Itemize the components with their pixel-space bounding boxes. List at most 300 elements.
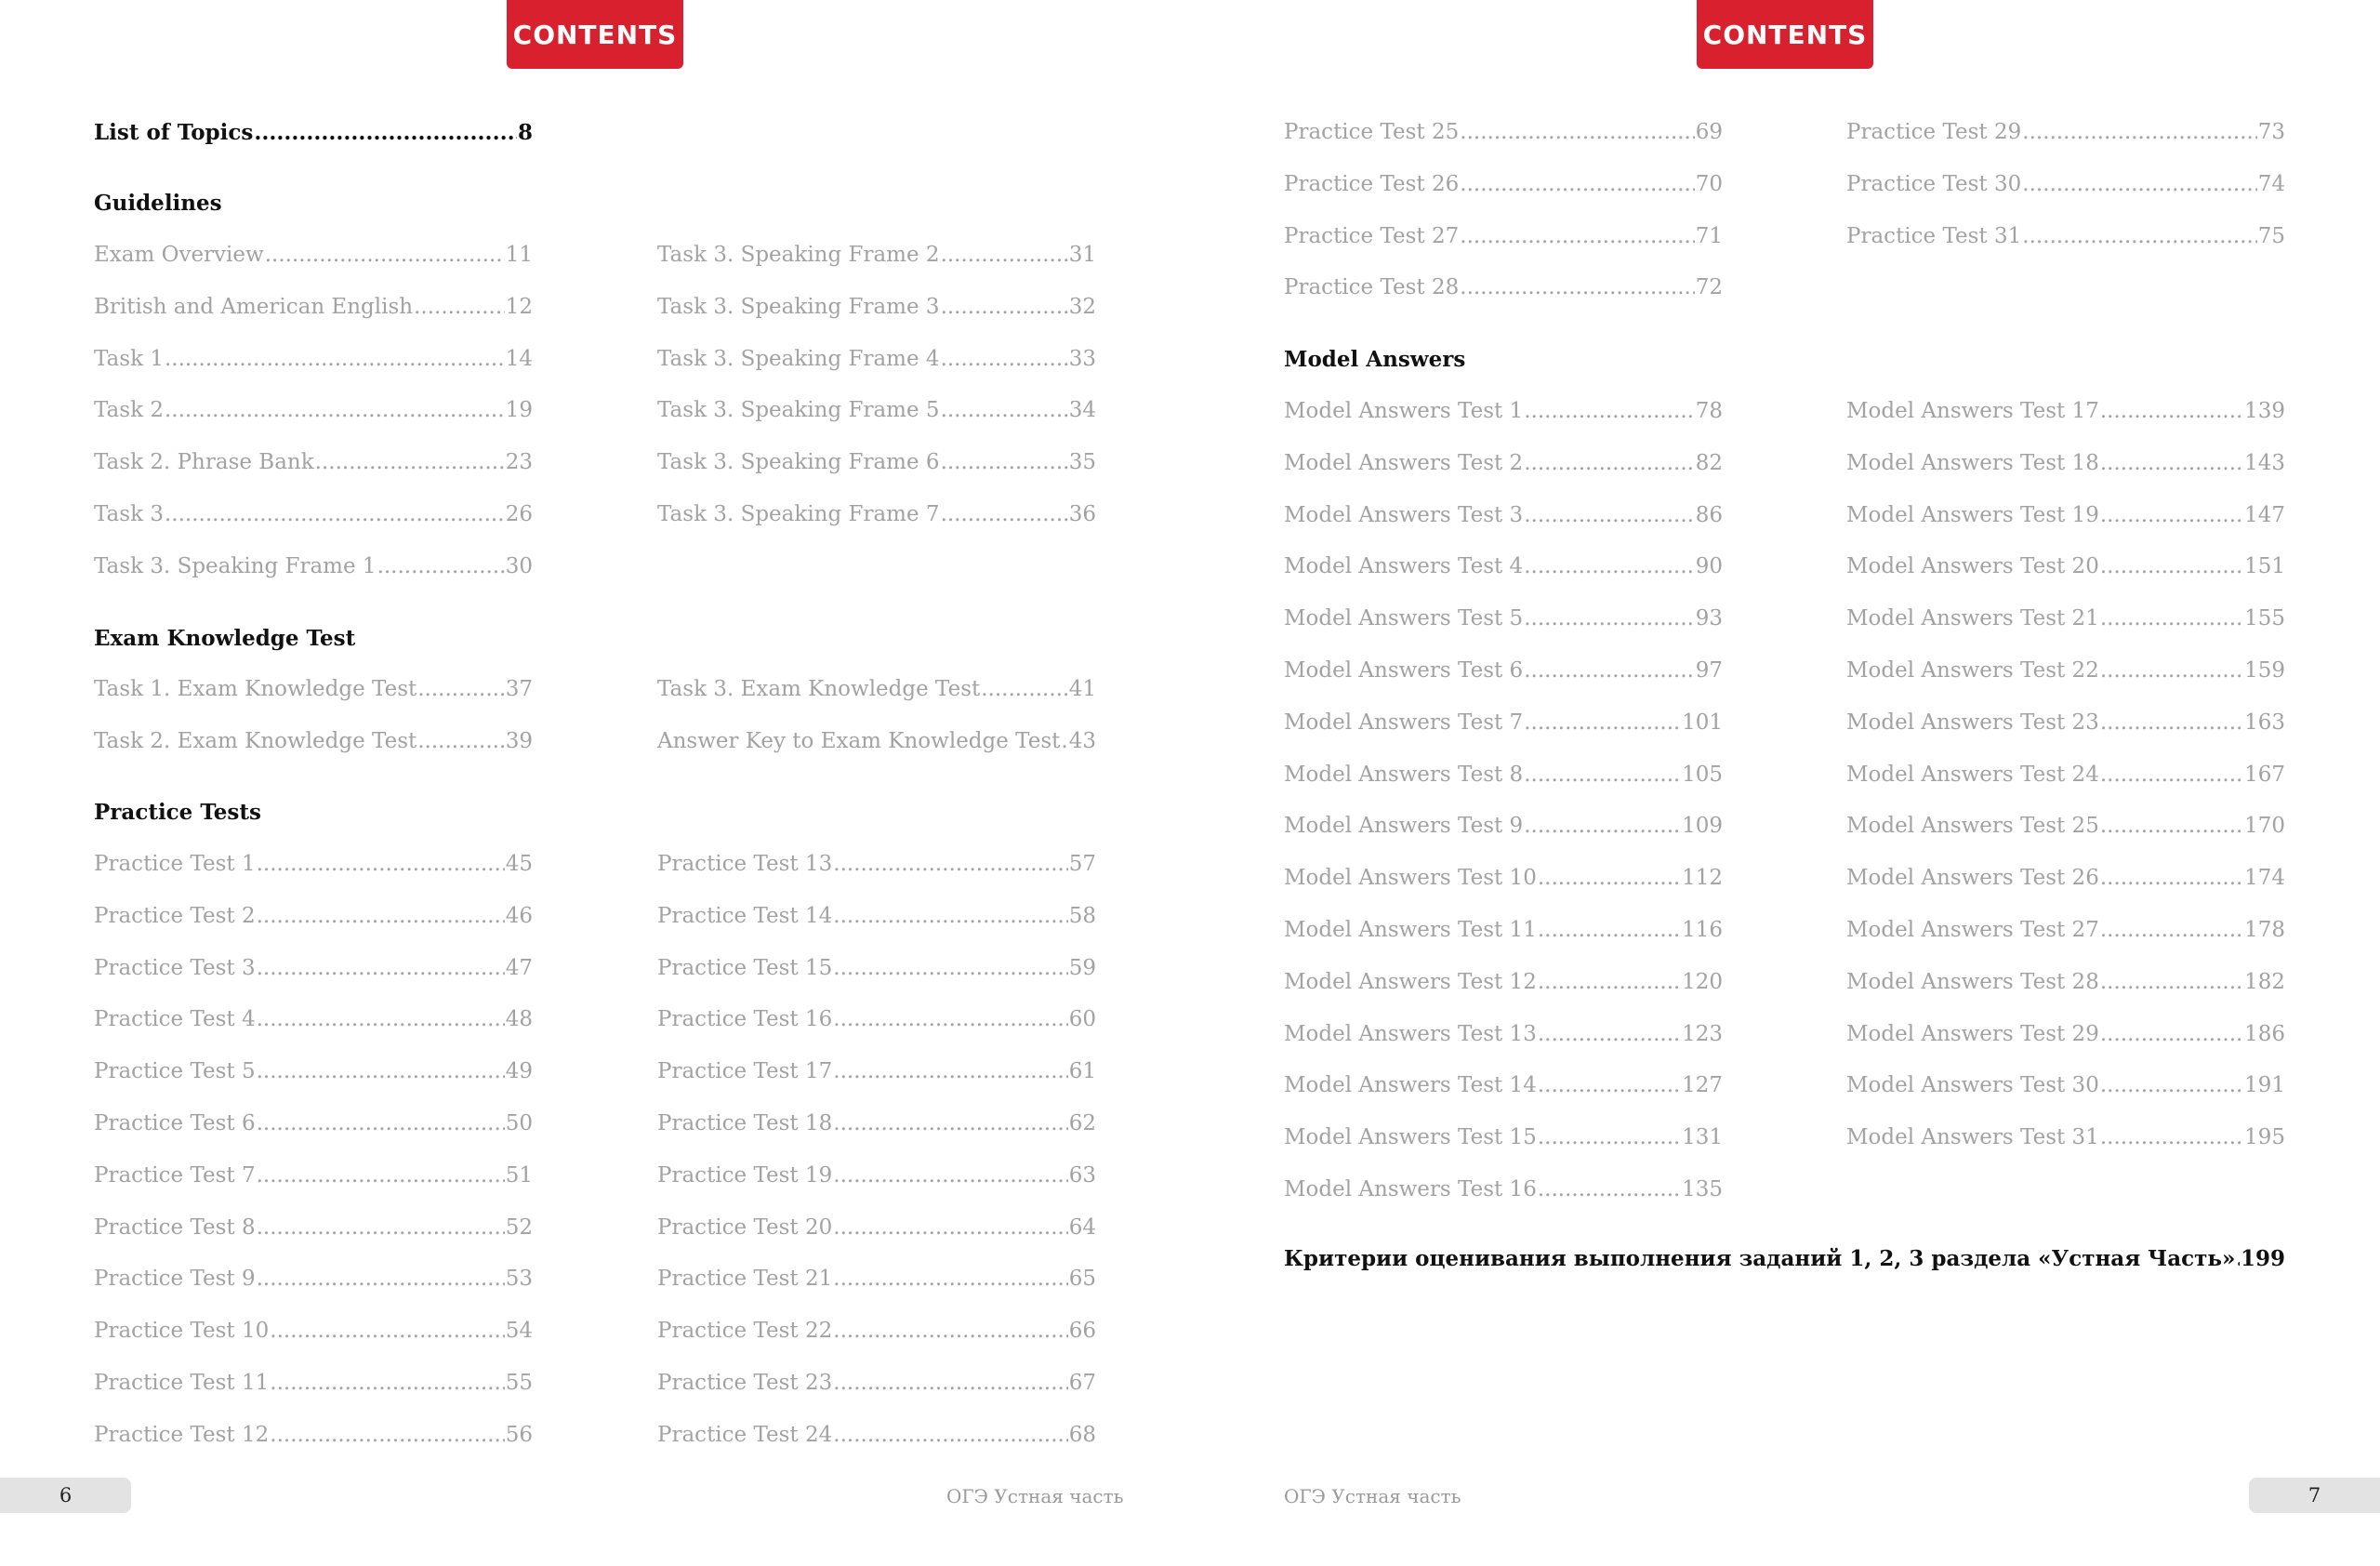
toc-entry-label: Task 2. Phrase Bank: [94, 450, 314, 475]
toc-entry-label: List of Topics: [94, 120, 254, 145]
model-answers-entry[interactable]: [1846, 399, 2285, 423]
model-answers-entry[interactable]: [1284, 451, 1723, 475]
dot-leader: [833, 1371, 1067, 1395]
practice-test-entry[interactable]: [94, 1111, 533, 1135]
toc-entry-label: Practice Test 12: [94, 1422, 270, 1447]
guidelines-entry[interactable]: [657, 347, 1096, 371]
dot-leader: [833, 1319, 1067, 1343]
dot-leader: [257, 956, 505, 980]
toc-entry-page: 199: [2240, 1246, 2285, 1271]
toc-entry-label: Model Answers Test 9: [1284, 814, 1524, 839]
toc-entry-page: 120: [1682, 969, 1723, 994]
toc-entry-page: 182: [2244, 969, 2285, 994]
toc-entry-label: Practice Test 21: [657, 1267, 833, 1292]
dot-leader: [254, 120, 517, 145]
toc-entry-label: Practice Test 30: [1846, 171, 2022, 196]
dot-leader: [1524, 606, 1695, 630]
guidelines-entry[interactable]: [94, 398, 533, 422]
section-heading-exam-knowledge: Exam Knowledge Test: [94, 626, 356, 651]
dot-leader: [833, 956, 1067, 980]
toc-entry-page: 73: [2257, 120, 2285, 144]
toc-entry-page: 86: [1695, 502, 1723, 527]
model-answers-entry[interactable]: [1846, 606, 2285, 630]
dot-leader: [2100, 970, 2243, 994]
toc-entry-label: Practice Test 4: [94, 1007, 256, 1032]
toc-entry-label: Model Answers Test 14: [1284, 1073, 1537, 1098]
toc-entry-page: 43: [1068, 728, 1096, 753]
dot-leader: [257, 1059, 505, 1083]
toc-entry-page: 97: [1695, 658, 1723, 683]
toc-entry-label: Practice Test 10: [94, 1319, 270, 1344]
model-answers-entry[interactable]: [1284, 866, 1723, 890]
toc-entry-page: 26: [505, 502, 533, 526]
toc-entry-label: Task 3. Exam Knowledge Test: [657, 677, 981, 701]
dot-leader: [2100, 606, 2243, 630]
toc-entry-page: 116: [1682, 918, 1723, 942]
list-of-topics-entry[interactable]: [94, 120, 533, 145]
toc-entry-page: 49: [505, 1059, 533, 1084]
dot-leader: [1538, 1177, 1681, 1201]
dot-leader: [941, 295, 1068, 319]
dot-leader: [257, 1215, 505, 1240]
practice-test-entry[interactable]: [657, 1007, 1096, 1031]
toc-entry-page: 52: [505, 1214, 533, 1240]
guidelines-entry[interactable]: [657, 450, 1096, 474]
toc-entry-page: 47: [505, 955, 533, 980]
toc-entry-page: 54: [505, 1319, 533, 1344]
toc-entry-page: 82: [1695, 450, 1723, 475]
practice-test-entry[interactable]: [657, 904, 1096, 928]
toc-entry-page: 66: [1068, 1319, 1096, 1344]
running-footer-title: ОГЭ Устная часть: [1284, 1485, 1461, 1507]
model-answers-entry[interactable]: [1846, 1125, 2285, 1149]
toc-entry-page: 170: [2244, 814, 2285, 839]
contents-tab: CONTENTS: [507, 0, 683, 69]
toc-entry-label: Practice Test 19: [657, 1162, 833, 1188]
toc-entry-label: Practice Test 26: [1284, 171, 1460, 196]
toc-entry-label: Practice Test 31: [1846, 223, 2022, 248]
toc-entry-label: Practice Test 13: [657, 852, 833, 876]
toc-entry-label: Practice Test 17: [657, 1059, 833, 1084]
toc-entry-label: Model Answers Test 23: [1846, 710, 2099, 735]
toc-entry-page: 41: [1068, 677, 1096, 701]
guidelines-entry[interactable]: [657, 398, 1096, 422]
dot-leader: [1460, 275, 1694, 299]
practice-test-entry[interactable]: [657, 1059, 1096, 1083]
toc-entry-page: 112: [1682, 866, 1723, 891]
practice-test-entry[interactable]: [94, 1319, 533, 1343]
dot-leader: [257, 904, 505, 928]
toc-entry-page: 186: [2244, 1021, 2285, 1046]
dot-leader: [2100, 1125, 2243, 1149]
toc-entry-page: 63: [1068, 1162, 1096, 1188]
practice-test-entry[interactable]: [1846, 224, 2285, 248]
toc-entry-label: Task 3. Speaking Frame 7: [657, 502, 940, 526]
dot-leader: [2100, 814, 2243, 838]
toc-entry-label: Model Answers Test 22: [1846, 658, 2099, 683]
toc-entry-label: Task 3. Speaking Frame 6: [657, 450, 940, 475]
dot-leader: [257, 1007, 505, 1031]
toc-entry-page: 57: [1068, 852, 1096, 876]
toc-entry-page: 105: [1682, 762, 1723, 787]
toc-entry-label: Model Answers Test 8: [1284, 762, 1524, 787]
toc-entry-page: 33: [1068, 346, 1096, 371]
practice-test-entry[interactable]: [657, 1163, 1096, 1188]
toc-entry-label: Model Answers Test 13: [1284, 1021, 1537, 1046]
practice-test-entry[interactable]: [94, 1267, 533, 1291]
toc-entry-page: 45: [505, 852, 533, 876]
model-answers-entry[interactable]: [1846, 554, 2285, 578]
dot-leader: [257, 852, 505, 876]
dot-leader: [165, 502, 505, 526]
toc-entry-page: 55: [505, 1371, 533, 1395]
guidelines-entry[interactable]: [94, 502, 533, 526]
toc-entry-page: 8: [517, 120, 533, 145]
toc-entry-label: Practice Test 23: [657, 1371, 833, 1395]
toc-entry-label: Practice Test 7: [94, 1162, 256, 1188]
toc-entry-label: Practice Test 6: [94, 1111, 256, 1135]
practice-test-entry[interactable]: [657, 1319, 1096, 1343]
toc-entry-page: 58: [1068, 903, 1096, 928]
model-answers-entry[interactable]: [1284, 814, 1723, 838]
toc-entry-page: 61: [1068, 1059, 1096, 1084]
practice-test-entry[interactable]: [94, 852, 533, 876]
contents-tab: CONTENTS: [1697, 0, 1873, 69]
dot-leader: [315, 450, 505, 474]
dot-leader: [2100, 866, 2243, 890]
toc-entry-label: Task 3. Speaking Frame 4: [657, 346, 940, 371]
toc-entry-label: Task 3. Speaking Frame 5: [657, 398, 940, 423]
practice-test-entry[interactable]: [94, 1163, 533, 1188]
dot-leader: [2022, 172, 2256, 196]
dot-leader: [2100, 658, 2243, 683]
toc-entry-page: 178: [2244, 918, 2285, 942]
toc-entry-page: 74: [2257, 171, 2285, 196]
toc-entry-label: Model Answers Test 7: [1284, 710, 1524, 735]
toc-entry-label: Model Answers Test 25: [1846, 814, 2099, 839]
toc-entry-label: Task 1: [94, 346, 164, 371]
section-heading-model-answers: Model Answers: [1284, 347, 1466, 372]
model-answers-entry[interactable]: [1284, 1177, 1723, 1201]
dot-leader: [1538, 970, 1681, 994]
toc-entry-page: 159: [2244, 658, 2285, 683]
dot-leader: [257, 1267, 505, 1291]
toc-entry-page: 14: [505, 346, 533, 371]
dot-leader: [833, 1007, 1067, 1031]
model-answers-entry[interactable]: [1284, 658, 1723, 683]
dot-leader: [833, 1163, 1067, 1188]
practice-test-entry[interactable]: [1846, 120, 2285, 144]
toc-entry-label: Model Answers Test 20: [1846, 554, 2099, 579]
toc-entry-page: 78: [1695, 399, 1723, 423]
toc-entry-page: 51: [505, 1162, 533, 1188]
dot-leader: [1460, 172, 1694, 196]
dot-leader: [2100, 763, 2243, 787]
practice-test-entry[interactable]: [657, 956, 1096, 980]
toc-entry-label: Practice Test 2: [94, 903, 256, 928]
practice-test-entry[interactable]: [94, 1007, 533, 1031]
toc-entry-label: Model Answers Test 4: [1284, 554, 1524, 579]
toc-entry-page: 72: [1695, 275, 1723, 300]
toc-entry-page: 64: [1068, 1214, 1096, 1240]
dot-leader: [1524, 763, 1681, 787]
toc-entry-page: 36: [1068, 502, 1096, 526]
dot-leader: [2100, 554, 2243, 578]
toc-entry-page: 70: [1695, 171, 1723, 196]
toc-entry-page: 32: [1068, 294, 1096, 319]
toc-entry-label: Practice Test 3: [94, 955, 256, 980]
toc-entry-label: Practice Test 27: [1284, 223, 1460, 248]
toc-entry-label: Task 2. Exam Knowledge Test: [94, 728, 417, 753]
toc-entry-label: Model Answers Test 12: [1284, 969, 1537, 994]
toc-entry-page: 39: [505, 728, 533, 753]
guidelines-entry[interactable]: [94, 295, 533, 319]
toc-entry-page: 195: [2244, 1125, 2285, 1150]
model-answers-entry[interactable]: [1284, 970, 1723, 994]
dot-leader: [165, 347, 505, 371]
toc-entry-label: Model Answers Test 3: [1284, 502, 1524, 527]
practice-test-entry[interactable]: [1284, 172, 1723, 196]
practice-test-entry[interactable]: [1284, 275, 1723, 299]
dot-leader: [2100, 1073, 2243, 1097]
practice-test-entry[interactable]: [657, 1371, 1096, 1395]
dot-leader: [941, 243, 1068, 267]
model-answers-entry[interactable]: [1846, 763, 2285, 787]
dot-leader: [833, 1267, 1067, 1291]
toc-entry-page: 48: [505, 1007, 533, 1032]
practice-test-entry[interactable]: [657, 1423, 1096, 1447]
practice-test-entry[interactable]: [94, 1059, 533, 1083]
toc-entry-label: Model Answers Test 1: [1284, 399, 1524, 423]
model-answers-entry[interactable]: [1846, 970, 2285, 994]
dot-leader: [1538, 918, 1681, 942]
toc-entry-page: 155: [2244, 606, 2285, 631]
dot-leader: [257, 1163, 505, 1188]
toc-entry-label: Practice Test 20: [657, 1214, 833, 1240]
toc-entry-label: Model Answers Test 15: [1284, 1125, 1537, 1150]
dot-leader: [265, 243, 505, 267]
toc-entry-label: Task 3. Speaking Frame 1: [94, 553, 377, 578]
toc-entry-label: Model Answers Test 29: [1846, 1021, 2099, 1046]
toc-entry-page: 34: [1068, 398, 1096, 423]
toc-entry-label: Model Answers Test 18: [1846, 450, 2099, 475]
toc-entry-page: 69: [1695, 120, 1723, 144]
model-answers-entry[interactable]: [1284, 554, 1723, 578]
toc-entry-label: Model Answers Test 5: [1284, 606, 1524, 631]
toc-entry-label: British and American English: [94, 294, 414, 319]
toc-entry-page: 127: [1682, 1073, 1723, 1098]
dot-leader: [2100, 1022, 2243, 1046]
dot-leader: [1460, 120, 1694, 144]
dot-leader: [270, 1319, 504, 1343]
dot-leader: [2100, 399, 2243, 423]
toc-entry-page: 65: [1068, 1267, 1096, 1292]
toc-entry-label: Model Answers Test 17: [1846, 399, 2099, 423]
section-heading-guidelines: Guidelines: [94, 191, 222, 216]
toc-entry-page: 151: [2244, 554, 2285, 579]
model-answers-entry[interactable]: [1284, 1022, 1723, 1046]
dot-leader: [2022, 120, 2256, 144]
toc-entry-label: Task 3. Speaking Frame 2: [657, 243, 940, 267]
practice-test-entry[interactable]: [94, 1215, 533, 1240]
dot-leader: [1538, 866, 1681, 890]
toc-entry-label: Task 2: [94, 398, 164, 423]
dot-leader: [1524, 451, 1695, 475]
toc-entry-label: Model Answers Test 30: [1846, 1073, 2099, 1098]
toc-entry-page: 191: [2244, 1073, 2285, 1098]
toc-entry-label: Model Answers Test 28: [1846, 969, 2099, 994]
toc-entry-label: Task 3. Speaking Frame 3: [657, 294, 940, 319]
dot-leader: [165, 398, 505, 422]
toc-entry-page: 53: [505, 1267, 533, 1292]
toc-entry-label: Exam Overview: [94, 243, 264, 267]
model-answers-entry[interactable]: [1846, 918, 2285, 942]
toc-entry-page: 174: [2244, 866, 2285, 891]
toc-entry-page: 62: [1068, 1111, 1096, 1135]
toc-entry-label: Model Answers Test 24: [1846, 762, 2099, 787]
right-page: [1190, 0, 2380, 1566]
criteria-entry[interactable]: [1284, 1246, 2285, 1271]
toc-entry-label: Practice Test 22: [657, 1319, 833, 1344]
practice-test-entry[interactable]: [1284, 120, 1723, 144]
model-answers-entry[interactable]: [1284, 1125, 1723, 1149]
toc-entry-label: Practice Test 9: [94, 1267, 256, 1292]
dot-leader: [941, 398, 1068, 422]
model-answers-entry[interactable]: [1846, 710, 2285, 735]
model-answers-entry[interactable]: [1846, 658, 2285, 683]
toc-entry-page: 135: [1682, 1177, 1723, 1201]
model-answers-entry[interactable]: [1284, 399, 1723, 423]
model-answers-entry[interactable]: [1846, 503, 2285, 527]
toc-entry-page: 30: [505, 553, 533, 578]
guidelines-entry[interactable]: [94, 554, 533, 578]
toc-entry-page: 143: [2244, 450, 2285, 475]
practice-test-entry[interactable]: [1284, 224, 1723, 248]
exam-knowledge-entry[interactable]: [657, 677, 1096, 701]
guidelines-entry[interactable]: [94, 243, 533, 267]
page-number: 6: [0, 1478, 131, 1513]
toc-entry-label: Practice Test 25: [1284, 120, 1460, 144]
dot-leader: [1524, 710, 1681, 735]
toc-entry-page: 12: [505, 294, 533, 319]
toc-entry-page: 56: [505, 1422, 533, 1447]
practice-test-entry[interactable]: [94, 904, 533, 928]
guidelines-entry[interactable]: [657, 243, 1096, 267]
guidelines-entry[interactable]: [94, 450, 533, 474]
toc-entry-label: Practice Test 8: [94, 1214, 256, 1240]
dot-leader: [1524, 658, 1695, 683]
exam-knowledge-entry[interactable]: [94, 677, 533, 701]
toc-entry-label: Practice Test 24: [657, 1422, 833, 1447]
toc-entry-page: 75: [2257, 223, 2285, 248]
practice-test-entry[interactable]: [94, 956, 533, 980]
practice-test-entry[interactable]: [657, 1111, 1096, 1135]
toc-entry-page: 123: [1682, 1021, 1723, 1046]
toc-entry-page: 23: [505, 450, 533, 475]
toc-entry-label: Model Answers Test 16: [1284, 1177, 1537, 1201]
toc-entry-label: Model Answers Test 6: [1284, 658, 1524, 683]
guidelines-entry[interactable]: [657, 295, 1096, 319]
dot-leader: [941, 450, 1068, 474]
toc-entry-label: Model Answers Test 10: [1284, 866, 1537, 891]
toc-entry-label: Model Answers Test 26: [1846, 866, 2099, 891]
model-answers-entry[interactable]: [1284, 763, 1723, 787]
model-answers-entry[interactable]: [1846, 814, 2285, 838]
guidelines-entry[interactable]: [657, 502, 1096, 526]
toc-entry-page: 19: [505, 398, 533, 423]
dot-leader: [1538, 1125, 1681, 1149]
section-heading-practice-tests: Practice Tests: [94, 800, 261, 825]
dot-leader: [1524, 503, 1695, 527]
toc-entry-page: 147: [2244, 502, 2285, 527]
toc-entry-label: Practice Test 14: [657, 903, 833, 928]
model-answers-entry[interactable]: [1284, 1073, 1723, 1097]
toc-entry-page: 50: [505, 1111, 533, 1135]
dot-leader: [270, 1423, 504, 1447]
dot-leader: [833, 1423, 1067, 1447]
toc-entry-page: 35: [1068, 450, 1096, 475]
model-answers-entry[interactable]: [1846, 1022, 2285, 1046]
dot-leader: [2022, 224, 2256, 248]
toc-entry-page: 109: [1682, 814, 1723, 839]
model-answers-entry[interactable]: [1284, 918, 1723, 942]
dot-leader: [1538, 1022, 1681, 1046]
practice-test-entry[interactable]: [657, 1267, 1096, 1291]
toc-entry-label: Model Answers Test 19: [1846, 502, 2099, 527]
model-answers-entry[interactable]: [1284, 710, 1723, 735]
guidelines-entry[interactable]: [94, 347, 533, 371]
dot-leader: [1538, 1073, 1681, 1097]
practice-test-entry[interactable]: [657, 852, 1096, 876]
practice-test-entry[interactable]: [657, 1215, 1096, 1240]
toc-entry-page: 11: [505, 243, 533, 267]
dot-leader: [1524, 554, 1695, 578]
dot-leader: [2100, 710, 2243, 735]
toc-entry-page: 163: [2244, 710, 2285, 735]
exam-knowledge-entry[interactable]: [94, 729, 533, 753]
toc-entry-label: Practice Test 16: [657, 1007, 833, 1032]
dot-leader: [417, 729, 504, 753]
toc-entry-page: 37: [505, 677, 533, 701]
model-answers-entry[interactable]: [1846, 1073, 2285, 1097]
toc-entry-label: Practice Test 5: [94, 1059, 256, 1084]
dot-leader: [981, 677, 1067, 701]
dot-leader: [257, 1111, 505, 1135]
page-number: 7: [2249, 1478, 2380, 1513]
model-answers-entry[interactable]: [1846, 866, 2285, 890]
dot-leader: [414, 295, 505, 319]
toc-entry-label: Критерии оценивания выполнения заданий 1, 2, 3 раздела «Устная Часть»: [1284, 1246, 2236, 1271]
exam-knowledge-entry[interactable]: [657, 729, 1096, 753]
practice-test-entry[interactable]: [94, 1423, 533, 1447]
dot-leader: [2236, 1246, 2240, 1271]
dot-leader: [833, 1111, 1067, 1135]
toc-entry-label: Practice Test 11: [94, 1371, 270, 1395]
dot-leader: [1524, 399, 1695, 423]
model-answers-entry[interactable]: [1284, 606, 1723, 630]
practice-test-entry[interactable]: [1846, 172, 2285, 196]
practice-test-entry[interactable]: [94, 1371, 533, 1395]
model-answers-entry[interactable]: [1284, 503, 1723, 527]
model-answers-entry[interactable]: [1846, 451, 2285, 475]
dot-leader: [833, 904, 1067, 928]
toc-entry-page: 46: [505, 903, 533, 928]
toc-entry-page: 131: [1682, 1125, 1723, 1150]
toc-entry-label: Practice Test 18: [657, 1111, 833, 1135]
dot-leader: [377, 554, 505, 578]
toc-entry-label: Model Answers Test 2: [1284, 450, 1524, 475]
dot-leader: [2100, 918, 2243, 942]
